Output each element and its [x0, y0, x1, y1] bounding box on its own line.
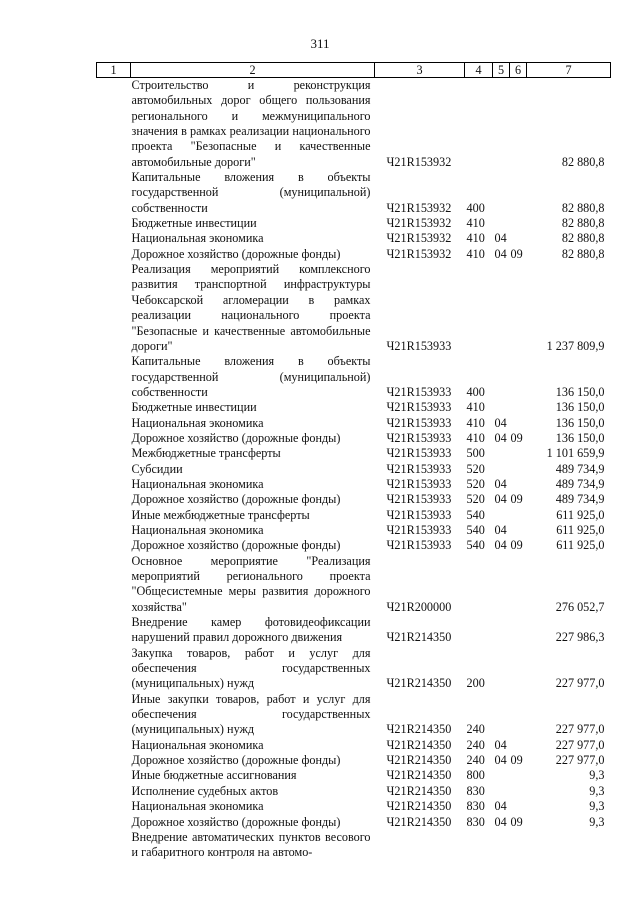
- table-row: [97, 753, 611, 768]
- row-subsection: [510, 554, 527, 615]
- row-amount: 489 734,9: [555, 476, 605, 491]
- row-section: 04: [494, 231, 507, 246]
- row-expense-type: 830: [466, 799, 485, 814]
- row-expense-type: 240: [466, 722, 485, 737]
- table-row: [97, 799, 611, 814]
- row-section: [493, 216, 510, 231]
- row-number-cell: [97, 554, 131, 615]
- row-section: [493, 78, 510, 171]
- table-row: [97, 538, 611, 553]
- row-expense-type: 200: [466, 676, 485, 691]
- table-row: [97, 262, 611, 354]
- table-row: [97, 830, 611, 861]
- row-name: Иные закупки товаров, работ и услуг для обеспечения государственных (муниципальных) нужд: [131, 691, 371, 737]
- row-number-cell: [97, 477, 131, 492]
- row-expense-type: 240: [466, 737, 485, 752]
- table-row: [97, 692, 611, 738]
- row-section: [493, 692, 510, 738]
- row-name: Внедрение автоматических пунктов весового и габаритного контроля на автомо-: [131, 829, 371, 860]
- row-amount: 227 986,3: [555, 630, 605, 645]
- row-number-cell: [97, 446, 131, 461]
- table-row: [97, 400, 611, 415]
- row-section: 04: [494, 492, 507, 507]
- row-target-code: Ч21R153933: [386, 492, 452, 507]
- row-target-code: Ч21R214350: [386, 753, 452, 768]
- row-subsection: [510, 477, 527, 492]
- row-amount: 9,3: [589, 814, 605, 829]
- row-name: Бюджетные инвестиции: [131, 400, 257, 415]
- row-amount: 611 925,0: [556, 522, 605, 537]
- row-amount: 82 880,8: [561, 154, 605, 169]
- row-target-code: Ч21R153933: [386, 538, 452, 553]
- table-row: [97, 231, 611, 246]
- row-subsection: [510, 738, 527, 753]
- row-section: [493, 400, 510, 415]
- row-section: 04: [494, 522, 507, 537]
- row-section: 04: [494, 538, 507, 553]
- row-name: Иные бюджетные ассигнования: [131, 768, 297, 783]
- row-name: Дорожное хозяйство (дорожные фонды): [131, 538, 341, 553]
- table-header: [97, 63, 611, 78]
- row-number-cell: [97, 416, 131, 431]
- row-target-code: Ч21R153932: [386, 200, 452, 215]
- row-expense-type: 540: [466, 522, 485, 537]
- row-amount: 227 977,0: [555, 722, 605, 737]
- table-row: [97, 646, 611, 692]
- row-number-cell: [97, 538, 131, 553]
- column-header-7: 7: [527, 63, 611, 78]
- row-target-code: Ч21R214350: [386, 676, 452, 691]
- column-header-5: 5: [493, 63, 510, 78]
- row-amount: 9,3: [589, 768, 605, 783]
- row-name: Реализация мероприятий комплексного развития транспортной инфраструктуры Чебоксарской агломерации в рамках реализации национального проекта "Безопасные и качественные автомобильные дороги": [131, 262, 371, 353]
- row-expense-type: 520: [466, 461, 485, 476]
- row-expense-type: [465, 615, 493, 646]
- row-amount: 136 150,0: [555, 430, 605, 445]
- table-row: [97, 508, 611, 523]
- row-number-cell: [97, 753, 131, 768]
- row-amount: [527, 830, 611, 861]
- row-expense-type: 410: [466, 216, 485, 231]
- row-name: Капитальные вложения в объекты государственной (муниципальной) собственности: [131, 170, 371, 215]
- row-expense-type: [465, 262, 493, 354]
- row-section: [493, 615, 510, 646]
- row-expense-type: 400: [466, 200, 485, 215]
- row-subsection: [510, 446, 527, 461]
- row-number-cell: [97, 400, 131, 415]
- row-section: 04: [494, 799, 507, 814]
- row-subsection: [510, 830, 527, 861]
- row-number-cell: [97, 462, 131, 477]
- row-target-code: Ч21R214350: [386, 783, 452, 798]
- row-section: [493, 354, 510, 400]
- row-subsection: [510, 462, 527, 477]
- table-row: [97, 354, 611, 400]
- row-subsection: [510, 615, 527, 646]
- table-row: [97, 416, 611, 431]
- table-row: [97, 431, 611, 446]
- row-subsection: [510, 216, 527, 231]
- row-name: Дорожное хозяйство (дорожные фонды): [131, 814, 341, 829]
- row-number-cell: [97, 815, 131, 830]
- row-target-code: Ч21R214350: [386, 799, 452, 814]
- row-subsection: 09: [510, 814, 523, 829]
- row-number-cell: [97, 615, 131, 646]
- row-number-cell: [97, 170, 131, 216]
- row-subsection: 09: [510, 430, 523, 445]
- row-section: [493, 170, 510, 216]
- row-amount: 136 150,0: [555, 400, 605, 415]
- row-section: 04: [494, 814, 507, 829]
- row-target-code: Ч21R153933: [386, 522, 452, 537]
- row-target-code: Ч21R214350: [386, 814, 452, 829]
- row-number-cell: [97, 247, 131, 262]
- table-row: [97, 768, 611, 783]
- row-number-cell: [97, 646, 131, 692]
- header-row: [97, 63, 611, 78]
- row-amount: 1 237 809,9: [546, 338, 605, 353]
- row-expense-type: 410: [466, 400, 485, 415]
- row-name: Дорожное хозяйство (дорожные фонды): [131, 753, 341, 768]
- row-expense-type: 410: [466, 430, 485, 445]
- row-target-code: Ч21R153933: [386, 430, 452, 445]
- row-amount: 1 101 659,9: [546, 446, 605, 461]
- row-amount: 9,3: [589, 783, 605, 798]
- row-target-code: Ч21R200000: [386, 599, 452, 614]
- row-name: Дорожное хозяйство (дорожные фонды): [131, 492, 341, 507]
- row-name: Национальная экономика: [131, 476, 264, 491]
- row-target-code: Ч21R153933: [386, 384, 452, 399]
- row-target-code: Ч21R153933: [386, 507, 452, 522]
- row-name: Межбюджетные трансферты: [131, 446, 281, 461]
- row-subsection: 09: [510, 538, 523, 553]
- row-subsection: 09: [510, 753, 523, 768]
- row-section: 04: [494, 246, 507, 261]
- row-target-code: Ч21R153933: [386, 461, 452, 476]
- row-target-code: Ч21R153932: [386, 231, 452, 246]
- row-expense-type: 540: [466, 538, 485, 553]
- row-section: 04: [494, 753, 507, 768]
- row-name: Дорожное хозяйство (дорожные фонды): [131, 430, 341, 445]
- row-subsection: [510, 400, 527, 415]
- row-amount: 136 150,0: [555, 415, 605, 430]
- row-number-cell: [97, 492, 131, 507]
- table-row: [97, 492, 611, 507]
- row-name: Капитальные вложения в объекты государственной (муниципальной) собственности: [131, 354, 371, 399]
- table-row: [97, 247, 611, 262]
- table-body: [97, 78, 611, 861]
- table-row: [97, 477, 611, 492]
- table-row: [97, 554, 611, 615]
- row-name: Национальная экономика: [131, 522, 264, 537]
- row-section: 04: [494, 415, 507, 430]
- row-subsection: 09: [510, 492, 523, 507]
- row-section: [493, 646, 510, 692]
- row-section: 04: [494, 430, 507, 445]
- row-number-cell: [97, 431, 131, 446]
- row-expense-type: 520: [466, 492, 485, 507]
- column-header-2: 2: [131, 63, 375, 78]
- row-name: Национальная экономика: [131, 737, 264, 752]
- row-target-code: Ч21R153933: [386, 400, 452, 415]
- row-amount: 82 880,8: [561, 216, 605, 231]
- column-header-3: 3: [375, 63, 465, 78]
- row-amount: 227 977,0: [555, 753, 605, 768]
- row-target-code: Ч21R214350: [386, 768, 452, 783]
- row-subsection: [510, 262, 527, 354]
- row-number-cell: [97, 784, 131, 799]
- row-expense-type: 540: [466, 507, 485, 522]
- row-expense-type: 410: [466, 231, 485, 246]
- row-number-cell: [97, 523, 131, 538]
- row-expense-type: 830: [466, 814, 485, 829]
- row-expense-type: 800: [466, 768, 485, 783]
- table-row: [97, 462, 611, 477]
- row-subsection: [510, 170, 527, 216]
- row-expense-type: 400: [466, 384, 485, 399]
- row-amount: 136 150,0: [555, 384, 605, 399]
- column-header-4: 4: [465, 63, 493, 78]
- row-expense-type: 410: [466, 415, 485, 430]
- row-subsection: [510, 231, 527, 246]
- row-name: Строительство и реконструкция автомобильных дорог общего пользования регионального и межмуниципального значения в рамках реализации национального проекта "Безопасные и качественные автомобильные дороги": [131, 78, 371, 169]
- row-name: Субсидии: [131, 461, 183, 476]
- row-target-code: [375, 830, 465, 861]
- row-target-code: Ч21R153933: [386, 446, 452, 461]
- row-amount: 82 880,8: [561, 231, 605, 246]
- row-target-code: Ч21R214350: [386, 737, 452, 752]
- row-section: [493, 784, 510, 799]
- row-number-cell: [97, 768, 131, 783]
- row-subsection: 09: [510, 246, 523, 261]
- row-section: 04: [494, 737, 507, 752]
- row-amount: 9,3: [589, 799, 605, 814]
- row-number-cell: [97, 78, 131, 171]
- row-number-cell: [97, 262, 131, 354]
- table-row: [97, 615, 611, 646]
- row-number-cell: [97, 508, 131, 523]
- table-row: [97, 523, 611, 538]
- row-amount: 227 977,0: [555, 676, 605, 691]
- row-expense-type: [465, 78, 493, 171]
- row-subsection: [510, 646, 527, 692]
- row-expense-type: 240: [466, 753, 485, 768]
- row-amount: 611 925,0: [556, 507, 605, 522]
- row-expense-type: [465, 554, 493, 615]
- row-subsection: [510, 523, 527, 538]
- row-amount: 489 734,9: [555, 492, 605, 507]
- row-section: [493, 554, 510, 615]
- column-header-6: 6: [510, 63, 527, 78]
- row-number-cell: [97, 738, 131, 753]
- table-row: [97, 446, 611, 461]
- table-row: [97, 170, 611, 216]
- row-subsection: [510, 354, 527, 400]
- row-subsection: [510, 416, 527, 431]
- row-number-cell: [97, 216, 131, 231]
- row-number-cell: [97, 692, 131, 738]
- table-row: [97, 738, 611, 753]
- row-amount: 227 977,0: [555, 737, 605, 752]
- row-target-code: Ч21R153932: [386, 216, 452, 231]
- row-section: [493, 462, 510, 477]
- row-amount: 489 734,9: [555, 461, 605, 476]
- row-amount: 82 880,8: [561, 246, 605, 261]
- row-name: Национальная экономика: [131, 799, 264, 814]
- row-name: Закупка товаров, работ и услуг для обеспечения государственных (муниципальных) нужд: [131, 645, 371, 691]
- row-number-cell: [97, 830, 131, 861]
- row-name: Основное мероприятие "Реализация мероприятий регионального проекта "Общесистемные меры развития дорожного хозяйства": [131, 553, 371, 614]
- row-amount: 82 880,8: [561, 200, 605, 215]
- row-section: 04: [494, 476, 507, 491]
- row-subsection: [510, 784, 527, 799]
- row-subsection: [510, 799, 527, 814]
- row-name: Бюджетные инвестиции: [131, 216, 257, 231]
- row-section: [493, 508, 510, 523]
- row-expense-type: 500: [466, 446, 485, 461]
- row-expense-type: 410: [466, 246, 485, 261]
- row-expense-type: 520: [466, 476, 485, 491]
- row-section: [493, 768, 510, 783]
- row-number-cell: [97, 799, 131, 814]
- table-row: [97, 784, 611, 799]
- row-amount: 276 052,7: [555, 599, 605, 614]
- row-name: Национальная экономика: [131, 415, 264, 430]
- row-section: [493, 446, 510, 461]
- row-number-cell: [97, 231, 131, 246]
- row-target-code: Ч21R153933: [386, 476, 452, 491]
- row-subsection: [510, 508, 527, 523]
- row-target-code: Ч21R214350: [386, 630, 452, 645]
- row-section: [493, 262, 510, 354]
- row-name: Национальная экономика: [131, 231, 264, 246]
- row-subsection: [510, 692, 527, 738]
- row-section: [493, 830, 510, 861]
- row-expense-type: 830: [466, 783, 485, 798]
- row-target-code: Ч21R214350: [386, 722, 452, 737]
- page-number: 311: [310, 36, 330, 51]
- row-subsection: [510, 768, 527, 783]
- budget-table: [96, 62, 611, 861]
- row-target-code: Ч21R153933: [386, 338, 452, 353]
- row-name: Иные межбюджетные трансферты: [131, 507, 310, 522]
- column-header-1: 1: [97, 63, 131, 78]
- row-name: Дорожное хозяйство (дорожные фонды): [131, 246, 341, 261]
- row-number-cell: [97, 354, 131, 400]
- row-name: Внедрение камер фотовидеофиксации нарушений правил дорожного движения: [131, 615, 371, 645]
- row-amount: 611 925,0: [556, 538, 605, 553]
- table-row: [97, 815, 611, 830]
- row-target-code: Ч21R153932: [386, 246, 452, 261]
- row-target-code: Ч21R153933: [386, 415, 452, 430]
- row-subsection: [510, 78, 527, 171]
- row-target-code: Ч21R153932: [386, 154, 452, 169]
- row-name: Исполнение судебных актов: [131, 783, 279, 798]
- row-expense-type: [465, 830, 493, 861]
- table-row: [97, 216, 611, 231]
- table-row: [97, 78, 611, 171]
